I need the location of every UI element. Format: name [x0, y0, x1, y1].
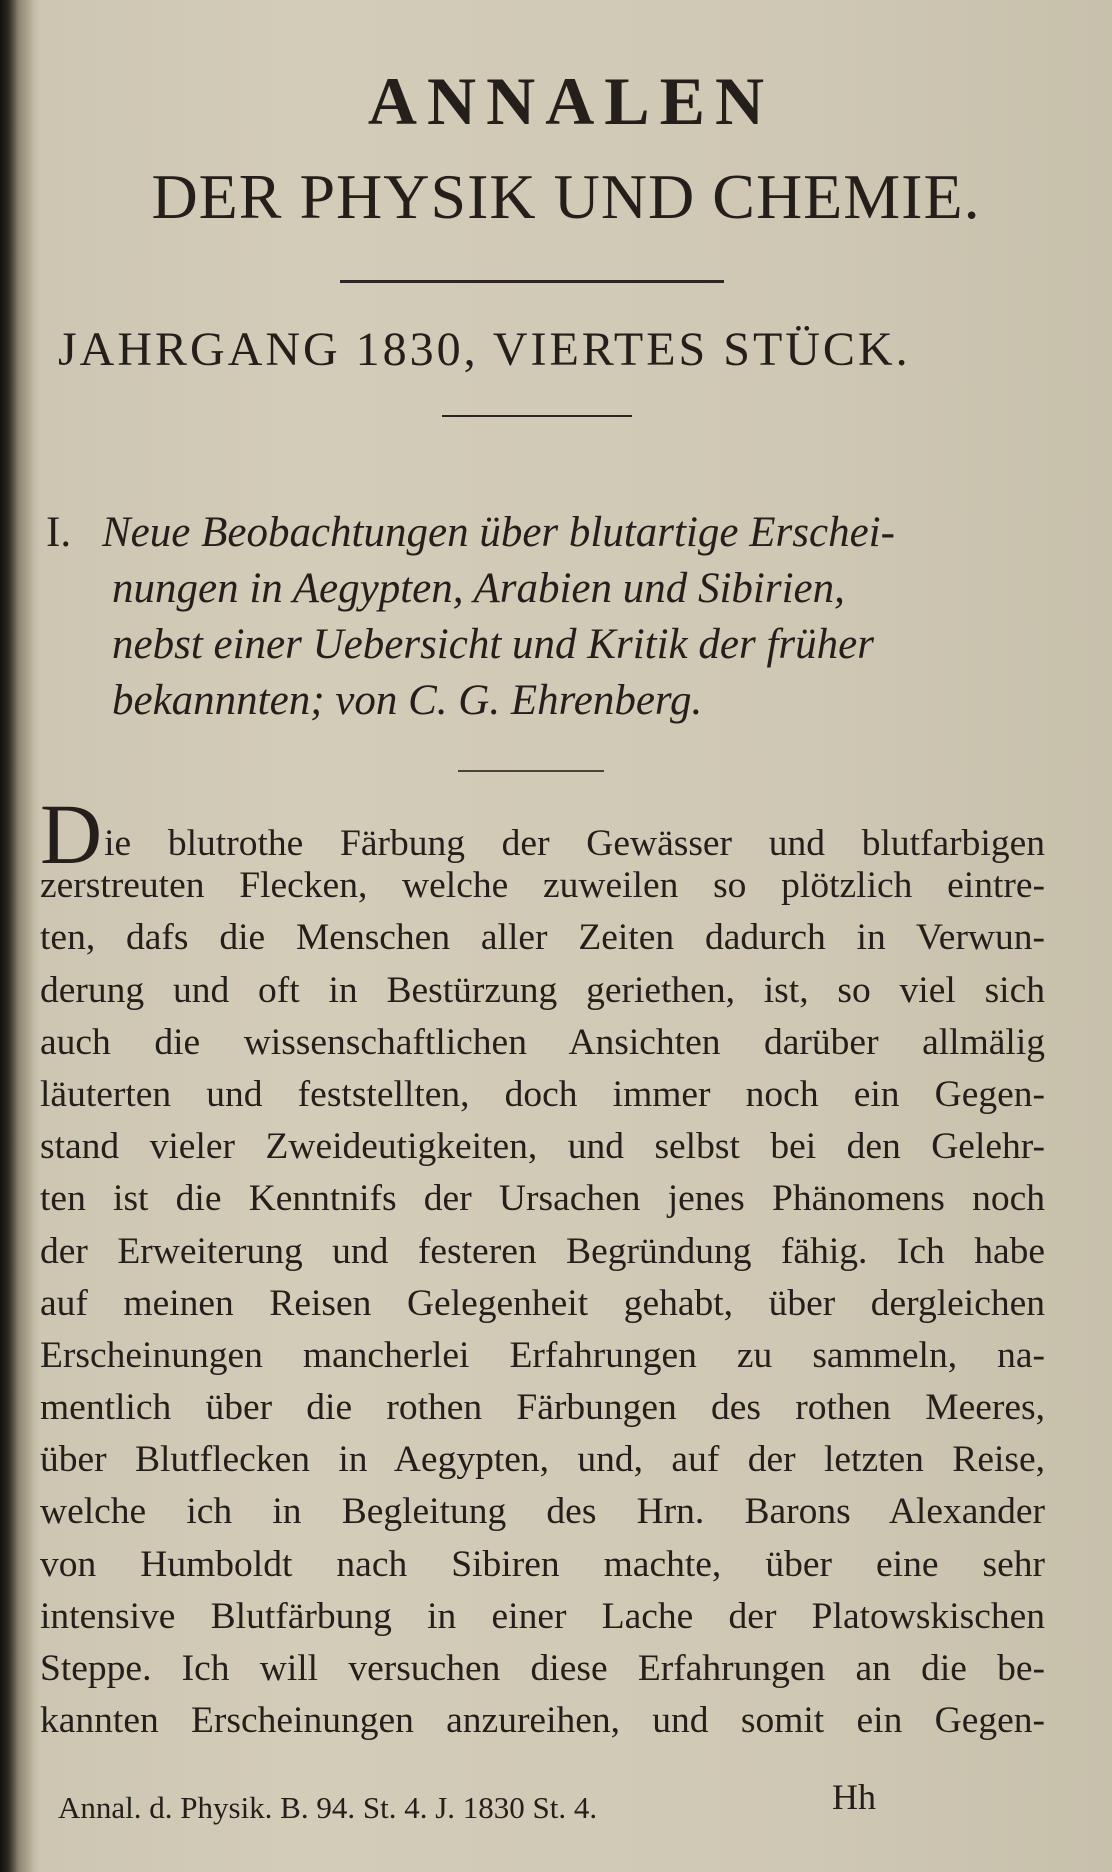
- footer-reference: Annal. d. Physik. B. 94. St. 4. J. 1830 St. 4.: [58, 1790, 598, 1825]
- issue-divider: [442, 415, 632, 417]
- journal-title: ANNALEN: [367, 63, 775, 139]
- body-line: kannten Erscheinungen anzureihen, und somit ein Gegen-: [40, 1700, 1045, 1742]
- body-line-text: ie blutrothe Färbung der Gewässer und blutfarbigen: [104, 823, 1045, 864]
- body-line: ten ist die Kenntnifs der Ursachen jenes Phänomens noch: [40, 1178, 1045, 1220]
- body-line: derung und oft in Bestürzung geriethen, ist, so viel sich: [40, 969, 1045, 1011]
- signature-mark: Hh: [832, 1777, 876, 1817]
- title-divider: [340, 280, 724, 283]
- body-line: intensive Blutfärbung in einer Lache der Platowskischen: [40, 1595, 1045, 1637]
- article-title-line: bekannnten; von C. G. Ehrenberg.: [112, 677, 703, 724]
- body-paragraph: [40, 786, 1045, 1747]
- article-title-text: Neue Beobachtungen über blutartige Erschei-: [102, 509, 895, 556]
- body-line: auch die wissenschaftlichen Ansichten darüber allmälig: [40, 1021, 1045, 1063]
- body-line: auf meinen Reisen Gelegenheit gehabt, über dergleichen: [40, 1282, 1045, 1324]
- journal-subtitle: DER PHYSIK UND CHEMIE.: [151, 161, 981, 232]
- body-line: von Humboldt nach Sibiren machte, über eine sehr: [40, 1543, 1045, 1585]
- body-line: Erscheinungen mancherlei Erfahrungen zu sammeln, na-: [40, 1334, 1045, 1376]
- issue-heading: JAHRGANG 1830, VIERTES STÜCK.: [58, 323, 911, 376]
- body-line: zerstreuten Flecken, welche zuweilen so plötzlich eintre-: [40, 865, 1045, 907]
- article-divider: [458, 770, 604, 772]
- article-title-line: [46, 508, 1056, 564]
- article-heading: [46, 508, 1056, 732]
- body-line: Steppe. Ich will versuchen diese Erfahrungen an die be-: [40, 1648, 1045, 1689]
- body-line: mentlich über die rothen Färbungen des rothen Meeres,: [40, 1387, 1045, 1429]
- body-line: stand vieler Zweideutigkeiten, und selbst bei den Gelehr-: [40, 1126, 1045, 1168]
- article-number: I.: [46, 509, 72, 556]
- body-line: läuterten und feststellten, doch immer noch ein Gegen-: [40, 1073, 1045, 1115]
- body-line: ten, dafs die Menschen aller Zeiten dadurch in Verwun-: [40, 917, 1045, 959]
- article-title-line: nebst einer Uebersicht und Kritik der früher: [112, 621, 874, 668]
- body-line: über Blutflecken in Aegypten, und, auf der letzten Reise,: [40, 1439, 1045, 1481]
- body-line: der Erweiterung und festeren Begründung fähig. Ich habe: [40, 1230, 1045, 1272]
- drop-cap: D: [40, 786, 103, 882]
- article-title-line: nungen in Aegypten, Arabien und Sibirien,: [112, 565, 845, 612]
- book-spine-shadow: [0, 0, 34, 1872]
- body-line: welche ich in Begleitung des Hrn. Barons Alexander: [40, 1491, 1045, 1533]
- body-line: [40, 786, 1045, 882]
